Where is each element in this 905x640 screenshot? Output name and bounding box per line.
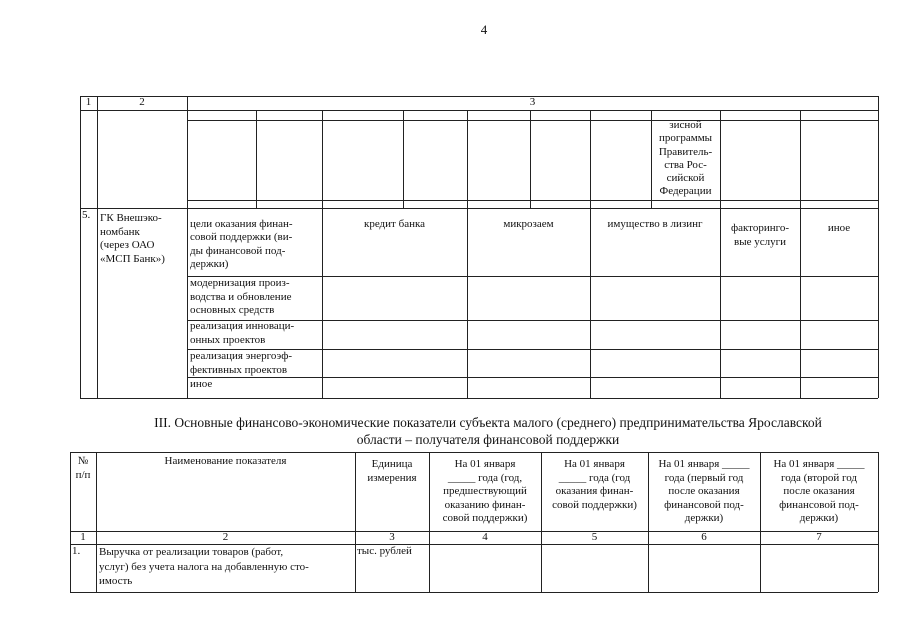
page-number: 4 [480,22,488,37]
purpose-energy-efficiency: реализация энергоэф- фективных проектов [190,350,292,376]
organization-name: ГК Внешэко- номбанк (через ОАО «МСП Банк») [100,212,165,265]
table1-line [322,110,323,398]
header-first-year-after: На 01 января _____ года (первый год после оказания финансовой под- держки) [658,458,750,524]
table2-col-number: 4 [482,531,488,543]
table2-border-bottom [70,592,878,593]
support-type-factoring: факторинго- вые услуги [730,222,790,248]
table1-border-left [80,96,81,398]
subsidy-program-text: зисной программы Правитель- ства Рос- сийской Федерации [658,119,713,198]
support-type-microloan: микрозаем [503,218,554,230]
purpose-other: иное [190,378,213,390]
table1-line [467,110,468,398]
table1-line [800,110,801,398]
purpose-modernization: модернизация произ- водства и обновление основных средств [190,277,292,316]
table2-col-number: 7 [816,531,822,543]
indicator-name: Выручка от реализации товаров (работ, услуг) без учета налога на добавленную сто- имость [99,546,309,587]
table1-line [590,110,591,398]
row-number: 1. [72,545,81,557]
table1-col-number: 3 [529,96,536,108]
table2-col-number: 3 [389,531,395,543]
table1-line [187,200,878,201]
table2-col-number: 2 [222,531,229,543]
table2-border-top [70,452,878,453]
support-purpose-header: цели оказания финан- совой поддержки (ви- ды финансовой под- держки) [190,218,293,270]
table1-col-number: 1 [85,96,92,108]
table1-line [80,208,878,209]
section-title: III. Основные финансово-экономические показатели субъекта малого (среднего) предпринимательства Ярославской области – получателя финансовой поддержки [154,415,822,447]
row-number: 5. [82,209,91,221]
table2-col-number: 5 [591,531,598,543]
table1-line [97,96,98,398]
header-unit: Единица измерения [367,458,417,484]
table1-col-number: 2 [139,96,145,108]
table1-line [720,110,721,398]
table2-line [96,452,97,592]
purpose-innovation: реализация инноваци- онных проектов [190,320,295,346]
support-type-credit: кредит банка [363,218,426,230]
table2-col-number: 6 [701,531,707,543]
support-type-other: иное [827,222,851,234]
table1-border-bottom [80,398,878,399]
header-indicator-name: Наименование показателя [164,455,287,467]
table2-border-right [878,452,879,592]
header-year-of-support: На 01 января _____ года (год оказания финан- совой поддержки) [552,458,637,511]
header-second-year-after: На 01 января _____ года (второй год после оказания финансовой под- держки) [773,458,865,524]
table1-header-line [80,110,878,111]
header-year-before: На 01 января _____ года (год, предшествующий оказанию финан- совой поддержки) [442,458,528,524]
support-type-leasing: имущество в лизинг [607,218,703,230]
header-number: № п/п [75,455,91,481]
table1-line [256,110,257,208]
table2-col-number: 1 [80,531,86,543]
table1-subheader-line [187,120,878,121]
table1-border-right [878,96,879,398]
indicator-unit: тыс. рублей [357,545,412,557]
table1-line [530,110,531,208]
table1-line [403,110,404,208]
